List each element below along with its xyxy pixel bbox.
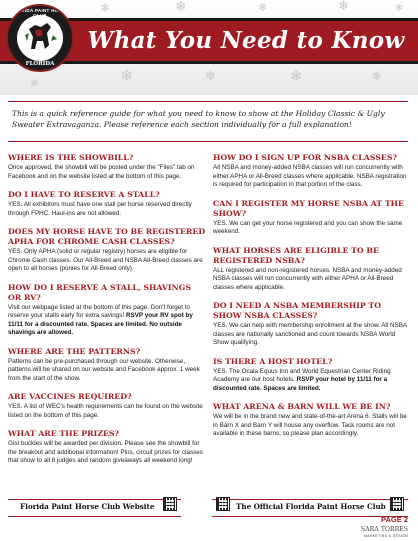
faq-question: CAN I REGISTER MY HORSE NSBA AT THE SHOW? — [213, 198, 404, 218]
snowflake-icon: ❄ — [395, 3, 404, 14]
logo-horse-emblem — [17, 15, 63, 61]
faq-question: ARE VACCINES REQUIRED? — [8, 392, 132, 401]
snowflake-icon: ❄ — [100, 1, 111, 15]
faq-answer — [8, 164, 206, 181]
logo-state-text: FLORIDA — [25, 61, 55, 67]
facebook-link[interactable]: The Official Florida Paint Horse Club — [236, 502, 386, 511]
faq-right-column — [213, 153, 411, 448]
intro-rule-top — [8, 101, 408, 102]
faq-answer-highlight: RSVP your RV spot by 11/11 for a discounted rate. Spaces are limited. No outside shavings are allowed. — [8, 312, 193, 336]
faq-answer-text: YES. We can help with membership enrollment at the show. All NSBA classes are nationally sanctioned and count towards NSBA World Show qualifying. — [213, 322, 407, 346]
faq-question: WHAT ARE THE PRIZES? — [8, 429, 120, 438]
snowflake-icon: ❄ — [205, 69, 216, 84]
faq-answer-text: Gist buckles will be awarded per division. Please see the showbill for the breakout and additional information! Plus, circuit prizes for classes that show to all 8 judges and random giveaways all weekend long! — [8, 440, 203, 464]
faq-answer-text: We will be in the brand new and state-of-the-art Arena 6. Stalls will be in Barn X and Barn Y will house any overflow. Tack rooms are not available in these barns, so please plan accordingly. — [213, 413, 407, 437]
header — [0, 0, 418, 95]
faq-answer — [213, 164, 411, 190]
qr-code-icon[interactable] — [390, 497, 404, 511]
horse-icon — [17, 15, 63, 61]
faq-answer — [8, 358, 206, 384]
snowflake-icon: ❄ — [30, 77, 40, 90]
snowflake-icon: ❄ — [175, 0, 187, 15]
faq-answer — [8, 304, 206, 338]
faq-left-column — [8, 153, 206, 475]
page-title: What You Need to Know — [87, 27, 405, 54]
faq-question: WHERE ARE THE PATTERNS? — [8, 346, 141, 356]
faq-answer-text: Once approved, the showbill will be posted under the "Files" tab on Facebook and on the website listed at the bottom of this page. — [8, 164, 195, 180]
snowflake-icon: ❄ — [120, 66, 134, 85]
faq-answer-text: Patterns can be pre-purchased through our website. Otherwise, patterns will be shared on our website and Facebook approx. 1 week from the start of the show. — [8, 357, 200, 382]
faq-question: HOW DO I SIGN UP FOR NSBA CLASSES? — [213, 153, 398, 162]
designer-subtitle: MARKETING & DESIGN — [364, 534, 408, 538]
faq-answer-text: Visit our webpage listed at the bottom of this page. Don't forget to reserve your stalls early for extra savings! — [8, 303, 191, 319]
website-link[interactable]: Florida Paint Horse Club Website — [20, 502, 155, 511]
faq-answer — [8, 403, 206, 420]
designer-credit — [361, 526, 408, 540]
faq-answer — [8, 248, 206, 274]
faq-answer-text: YES. All exhibitors must have one stall per horse reserved directly through FPHC. Haul-ins are not allowed. — [8, 201, 192, 217]
faq-answer — [213, 220, 411, 237]
designer-name: SARA TORRES — [360, 526, 408, 533]
faq-answer — [213, 368, 411, 394]
snowflake-icon: ❄ — [338, 0, 349, 14]
faq-answer-text: YES. A list of WEC's health requirements can be found on the website listed on the bottom of this page. — [8, 403, 203, 419]
faq-question: WHAT ARENA & BARN WILL WE BE IN? — [213, 402, 391, 411]
faq-answer-text: All NSBA and money-added NSBA classes will run concurrently with either APHA or All-Breed classes where applicable. NSBA registration is required for participation in that portion of the class. — [213, 164, 407, 188]
logo-ring-text: FLORIDA PAINT HORSE — [11, 8, 69, 13]
faq-answer — [8, 440, 206, 466]
intro-text: This is a quick reference guide for what you need to know to show at the Holiday Classic & Ugly Sweater Extravaganza. Please reference each section individually for a full explanation! — [12, 109, 385, 129]
snowflake-icon: ❄ — [258, 1, 268, 14]
snowflake-icon: ❄ — [290, 67, 303, 85]
faq-answer-text: ALL registered and non-registered horses. NSBA and money-added NSBA classes will run concurrently with either APHA or All-Breed classes where applicable. — [213, 266, 402, 291]
faq-answer — [213, 267, 411, 293]
qr-code-icon[interactable] — [163, 497, 177, 511]
faq-question: IS THERE A HOST HOTEL? — [213, 356, 333, 366]
faq-answer-highlight: RSVP your hotel by 11/11 for a discounted rate. Spaces are limited. — [213, 376, 388, 392]
faq-answer-text: YES. The Ocala Equus Inn and World Equestrian Center Riding Academy are our host hotels. — [213, 367, 391, 383]
faq-answer — [8, 201, 206, 218]
faq-question: WHERE IS THE SHOWBILL? — [8, 153, 134, 162]
page-number: PAGE 2 — [381, 515, 408, 524]
faq-question: DOES MY HORSE HAVE TO BE REGISTERED APHA FOR CHROME CASH CLASSES? — [8, 227, 206, 246]
faq-answer — [213, 322, 411, 348]
club-logo — [6, 4, 74, 72]
qr-code-icon[interactable] — [216, 497, 230, 511]
faq-question: WHAT HORSES ARE ELIGIBLE TO BE REGISTERED NSBA? — [213, 245, 379, 265]
faq-answer-text: YES. Only APHA (solid or regular registry) horses are eligible for Chrome Cash classes. Our All-Breed and NSBA All-Breed classes are open to all horses (ponies for All-Breed only). — [8, 248, 203, 272]
faq-question: DO I NEED A NSBA MEMBERSHIP TO SHOW NSBA CLASSES? — [213, 301, 382, 320]
faq-question: DO I HAVE TO RESERVE A STALL? — [8, 190, 160, 199]
intro-rule-bottom — [8, 141, 408, 142]
snowflake-icon: ❄ — [372, 69, 383, 83]
faq-answer — [213, 413, 411, 439]
faq-answer-text: YES. We can get your horse registered and you can show the same weekend. — [213, 219, 403, 235]
faq-question: HOW DO I RESERVE A STALL, SHAVINGS OR RV? — [8, 282, 191, 302]
